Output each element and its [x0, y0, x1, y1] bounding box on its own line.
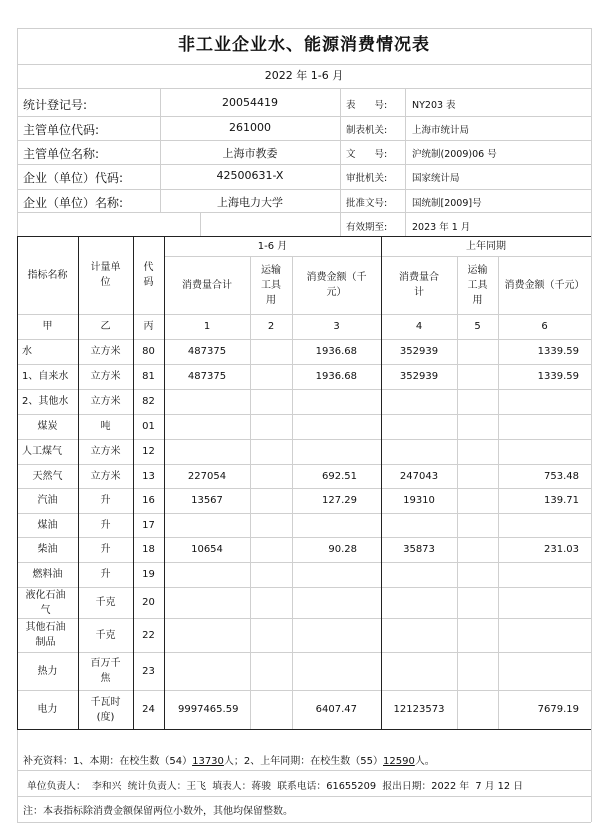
index-cell: 乙: [100, 321, 111, 332]
frame-top-border: [17, 28, 591, 29]
value-cell: 352939: [399, 346, 439, 357]
indicator-name: 燃料油: [32, 569, 63, 580]
value-cell: [381, 618, 457, 652]
info-col-divider: [405, 89, 406, 236]
value-cell: [164, 562, 250, 587]
value-cell: [457, 652, 498, 690]
value-cell: [164, 587, 250, 618]
meta-value: 国统制[2009]号: [412, 198, 482, 209]
value-cell: [498, 562, 591, 587]
value-cell: [250, 587, 292, 618]
value-cell: [498, 414, 591, 439]
value-cell: [457, 389, 498, 414]
header-indicator: 指标名称: [27, 269, 68, 281]
info-value: 42500631-X: [216, 169, 284, 182]
code-cell: 23: [142, 665, 155, 677]
unit-cell: 立方米: [90, 346, 121, 357]
value-cell: [498, 587, 591, 618]
info-value: 261000: [229, 121, 271, 134]
title-divider: [17, 64, 591, 65]
info-value: 上海电力大学: [217, 196, 283, 209]
value-cell: [250, 652, 292, 690]
indicator-name: 汽油: [37, 495, 58, 506]
info-row-divider: [17, 189, 591, 190]
info-row-divider: [17, 140, 591, 141]
meta-value: 国家统计局: [412, 173, 460, 184]
code-cell: 24: [142, 704, 155, 715]
code-cell: 82: [142, 396, 155, 407]
value-cell: [457, 562, 498, 587]
indicator-name: 天然气: [32, 470, 63, 482]
value-cell: [498, 439, 591, 464]
value-cell: 247043: [399, 470, 439, 482]
value-cell: 127.29: [322, 495, 357, 506]
meta-label: 审批机关:: [346, 173, 388, 184]
value-cell: 692.51: [322, 470, 357, 482]
value-cell: [292, 618, 381, 652]
value-cell: 12123573: [393, 704, 445, 715]
value-cell: [381, 439, 457, 464]
value-cell: [250, 537, 292, 562]
value-cell: [164, 652, 250, 690]
value-cell: 231.03: [544, 544, 579, 555]
value-cell: [292, 439, 381, 464]
value-cell: [457, 513, 498, 537]
unit-cell: 百万千焦: [90, 658, 121, 684]
value-cell: [457, 464, 498, 488]
code-cell: 16: [142, 495, 155, 506]
value-cell: 487375: [187, 346, 227, 357]
header-transport: 运输工具用: [261, 264, 281, 306]
signature-line: 单位负责人： 李和兴 统计负责人：王飞 填表人：蒋骏 联系电话：61655209 报出日期：2022 年 7 月 12 日: [27, 781, 524, 792]
info-value: 20054419: [222, 96, 278, 109]
unit-cell: 立方米: [90, 371, 121, 382]
info-col-divider: [200, 212, 201, 236]
form-title: 非工业企业水、能源消费情况表: [178, 35, 430, 55]
value-cell: [292, 389, 381, 414]
info-row-divider: [17, 212, 591, 213]
header-period-last: 上年同期: [466, 240, 506, 252]
indicator-name: 热力: [37, 665, 58, 677]
info-label: 主管单位名称:: [23, 147, 100, 161]
indicator-name: 2、其他水: [22, 396, 69, 407]
period-divider: [17, 88, 591, 89]
value-cell: [292, 587, 381, 618]
value-cell: [250, 464, 292, 488]
value-cell: [498, 652, 591, 690]
value-cell: [250, 414, 292, 439]
last-student-count: 12590: [383, 756, 415, 767]
value-cell: 13567: [191, 495, 223, 506]
supplement-mid: 人；2、上年同期：在校生数（55）: [223, 756, 383, 767]
indicator-name: 液化石油气: [25, 589, 66, 616]
index-cell: 甲: [42, 321, 53, 332]
signature-divider: [17, 796, 591, 797]
value-cell: 227054: [187, 470, 227, 482]
meta-label: 文 号:: [346, 149, 388, 160]
value-cell: 9997465.59: [178, 704, 239, 715]
footnote: 注：本表指标除消费金额保留两位小数外，其他均保留整数。: [23, 806, 293, 817]
value-cell: [381, 562, 457, 587]
value-cell: [381, 587, 457, 618]
header-qty-total: 消费量合计: [182, 279, 232, 291]
info-label: 主管单位代码:: [23, 123, 100, 137]
code-cell: 22: [142, 629, 155, 641]
supplement-line: [23, 752, 435, 767]
value-cell: 139.71: [544, 495, 579, 506]
value-cell: [381, 389, 457, 414]
code-cell: 80: [142, 346, 155, 357]
header-amount: 消费金额（千元）: [504, 279, 585, 291]
meta-label: 表 号:: [346, 100, 388, 111]
unit-cell: 千克: [95, 597, 116, 608]
indicator-name: 水: [22, 346, 32, 357]
value-cell: [164, 618, 250, 652]
unit-cell: 升: [100, 544, 111, 555]
value-cell: [250, 690, 292, 729]
info-row-divider: [17, 116, 591, 117]
value-cell: [498, 389, 591, 414]
code-cell: 17: [142, 519, 155, 531]
value-cell: [457, 618, 498, 652]
value-cell: [381, 414, 457, 439]
value-cell: [457, 488, 498, 513]
frame-right-border: [591, 28, 592, 822]
index-cell: 4: [415, 321, 423, 332]
value-cell: [164, 414, 250, 439]
info-label: 企业（单位）名称:: [23, 196, 124, 210]
index-cell: 3: [333, 321, 340, 332]
meta-value: 2023 年 1 月: [412, 222, 471, 233]
value-cell: [457, 414, 498, 439]
unit-cell: 千克: [95, 629, 116, 641]
value-cell: [250, 513, 292, 537]
value-cell: [250, 339, 292, 364]
report-period: 2022 年 1-6 月: [264, 69, 344, 82]
value-cell: [292, 562, 381, 587]
indicator-name: 柴油: [37, 544, 58, 555]
code-cell: 20: [142, 597, 155, 608]
header-qty-total: 消费量合计: [399, 272, 439, 298]
value-cell: [250, 488, 292, 513]
value-cell: [381, 513, 457, 537]
value-cell: [457, 439, 498, 464]
value-cell: 7679.19: [537, 704, 579, 715]
unit-cell: 升: [100, 495, 111, 506]
index-cell: 6: [541, 321, 548, 332]
unit-cell: 立方米: [90, 470, 121, 482]
value-cell: [381, 652, 457, 690]
info-value: 上海市教委: [222, 147, 278, 160]
value-cell: 1339.59: [537, 371, 579, 382]
header-code: 代码: [143, 262, 154, 288]
value-cell: [457, 537, 498, 562]
info-label: 企业（单位）代码:: [23, 171, 124, 185]
meta-label: 有效期至:: [346, 222, 388, 233]
value-cell: [457, 587, 498, 618]
value-cell: 1936.68: [315, 371, 357, 382]
info-row-divider: [17, 164, 591, 165]
index-cell: 5: [474, 321, 481, 332]
value-cell: [498, 513, 591, 537]
frame-bottom-border: [17, 822, 591, 823]
value-cell: [292, 414, 381, 439]
unit-cell: 吨: [100, 421, 111, 432]
value-cell: [164, 389, 250, 414]
header-period-current: 1-6 月: [257, 240, 288, 252]
table-bottom-border: [17, 729, 591, 730]
indicator-name: 其他石油制品: [25, 622, 66, 648]
value-cell: 10654: [191, 544, 223, 555]
value-cell: 1339.59: [537, 346, 579, 357]
meta-value: 沪统制(2009)06 号: [412, 149, 497, 160]
code-cell: 19: [142, 569, 155, 580]
unit-cell: 升: [100, 519, 111, 531]
value-cell: 19310: [403, 495, 435, 506]
value-cell: 90.28: [328, 544, 357, 555]
code-cell: 13: [142, 470, 155, 482]
value-cell: 487375: [187, 371, 227, 382]
value-cell: 753.48: [544, 470, 579, 482]
code-cell: 18: [142, 544, 155, 555]
indicator-name: 1、自来水: [22, 371, 69, 382]
indicator-name: 电力: [37, 704, 58, 715]
meta-value: NY203 表: [412, 100, 456, 111]
value-cell: [457, 339, 498, 364]
value-cell: [457, 364, 498, 389]
index-cell: 丙: [143, 321, 154, 332]
index-cell: 1: [203, 321, 211, 332]
supplement-divider: [17, 770, 591, 771]
header-transport: 运输工具用: [467, 264, 488, 306]
current-student-count: 13730: [192, 756, 224, 767]
value-cell: [164, 513, 250, 537]
code-cell: 01: [142, 421, 155, 432]
value-cell: [250, 618, 292, 652]
indicator-name: 煤炭: [37, 421, 58, 432]
value-cell: [292, 513, 381, 537]
value-cell: [292, 652, 381, 690]
meta-value: 上海市统计局: [412, 125, 470, 136]
indicator-name: 煤油: [37, 519, 58, 531]
unit-cell: 千瓦时(度): [90, 696, 121, 723]
supplement-prefix: 补充资料：1、本期：在校生数（54）: [23, 756, 193, 767]
info-label: 统计登记号:: [23, 98, 88, 112]
value-cell: 1936.68: [315, 346, 357, 357]
value-cell: 6407.47: [315, 704, 357, 715]
value-cell: [457, 690, 498, 729]
unit-cell: 升: [100, 569, 111, 580]
value-cell: [250, 439, 292, 464]
value-cell: [250, 364, 292, 389]
value-cell: [250, 389, 292, 414]
header-unit: 计量单位: [90, 262, 121, 288]
meta-label: 制表机关:: [346, 125, 388, 136]
index-cell: 2: [267, 321, 275, 332]
unit-cell: 立方米: [90, 396, 121, 407]
info-col-divider: [340, 89, 341, 236]
code-cell: 12: [142, 446, 155, 457]
value-cell: 35873: [403, 544, 435, 555]
value-cell: [250, 562, 292, 587]
unit-cell: 立方米: [90, 446, 121, 457]
meta-label: 批准文号:: [346, 198, 388, 209]
supplement-suffix: 人。: [414, 756, 435, 767]
indicator-name: 人工煤气: [22, 446, 62, 457]
header-amount: 消费金额（千元）: [306, 272, 367, 298]
code-cell: 81: [142, 371, 155, 382]
value-cell: [498, 618, 591, 652]
value-cell: 352939: [399, 371, 439, 382]
value-cell: [164, 439, 250, 464]
